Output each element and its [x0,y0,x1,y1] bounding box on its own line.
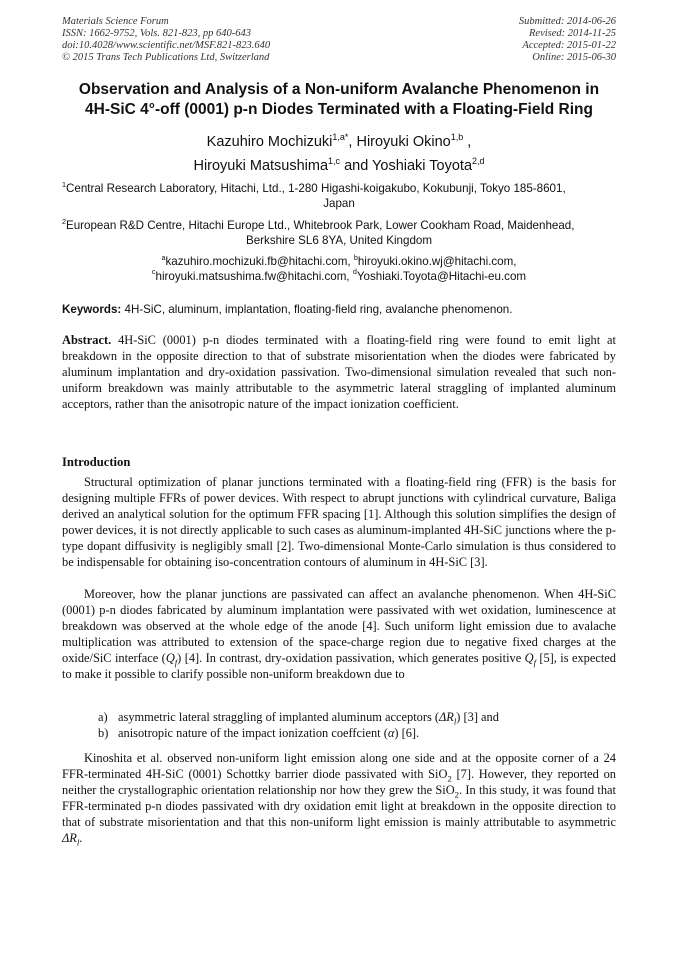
list-item [98,710,499,726]
symbol-subscript: l [453,716,457,727]
list-item [98,726,499,742]
author-emails [62,252,616,284]
author-superscript: 1,a* [332,131,349,142]
symbol-qf [165,650,178,668]
paragraph-text [62,751,616,846]
symbol: Q [165,650,175,665]
email-superscript: b [353,252,358,262]
accepted-date: Accepted: 2015-01-22 [522,40,616,51]
email-link: hiroyuki.matsushima.fw@hitachi.com, [155,269,353,283]
affiliation-2 [62,216,616,248]
author-separator: and [340,158,373,174]
symbol-subscript: f [533,657,536,668]
author-superscript: 1,c [328,155,341,166]
email-superscript: c [151,267,156,277]
email-link: kazuhiro.mochizuki.fb@hitachi.com, [165,255,354,268]
paragraph-body: Moreover, how the planar junctions are passivated can affect an avalanche phenomenon. When 4H-SiC (0001) p-n diodes fabricated by aluminum implantation were passivated with wet oxidation, luminescence at breakdown was observed at the whole edge of the anode [4]. Such uniform light emission due to avalache multiplication was attributed to extension of the space-charge region due to negative fixed charges at the oxide/SiC interface ( [62,587,616,665]
abstract-paragraph [62,333,616,413]
affiliation-line: Berkshire SL6 8YA, United Kingdom [245,233,433,247]
email-line [62,252,616,270]
symbol: ΔR [439,710,454,724]
list-text: anisotropic nature of the impact ionization coeffcient ( [118,725,388,740]
keywords [62,303,616,318]
symbol: ΔR [62,830,77,845]
author-name: Kazuhiro Mochizuki [206,134,333,150]
paragraph-text [62,475,616,570]
email-superscript: a [161,252,166,262]
paragraph-body: . [79,830,83,845]
author-line-1 [40,130,638,154]
subscript: 2 [447,773,452,784]
revised-date: Revised: 2014-11-25 [529,28,616,39]
paragraph-body: ) [4]. In contrast, dry-oxidation passivation, which generates positive [177,650,525,665]
online-date: Online: 2015-06-30 [532,52,616,63]
affiliation-1 [62,179,616,211]
list-text: ) [6]. [394,725,420,740]
issn: ISSN: 1662-9752, Vols. 821-823, pp 640-643 [62,28,251,39]
affiliation-number: 2 [62,216,66,226]
affiliation-line [62,179,616,197]
intro-paragraph-1 [62,475,616,570]
email-link: hiroyuki.okino.wj@hitachi.com, [357,255,517,268]
keywords-text: 4H-SiC, aluminum, implantation, floating-field ring, avalanche phenomenon. [121,303,513,316]
abstract-label: Abstract. [62,333,112,347]
journal-name: Materials Science Forum [62,16,169,27]
symbol-delta-rl [439,710,457,727]
title-line-2: 4H-SiC 4°-off (0001) p-n Diodes Terminated with a Floating-Field Ring [85,101,593,118]
intro-paragraph-3 [62,751,616,846]
symbol: Q [524,650,534,665]
email-superscript: d [352,267,357,277]
list-text: ) [3] and [456,710,499,724]
symbol-delta-rl [62,831,79,845]
author-superscript: 2,d [472,155,485,166]
keywords-label: Keywords: [62,303,122,316]
paragraph-body: Kinoshita et al. observed non-uniform light emission along one side and at the opposite corner of a 24 FFR-terminated 4H-SiC (0001) Schottky barrier diode passivated with SiO [62,751,616,781]
author-superscript: 1,b [450,131,464,142]
list-label: a) [98,710,108,724]
symbol-qf [524,650,536,668]
copyright: © 2015 Trans Tech Publications Ltd, Switzerland [62,52,270,63]
paper-title [40,80,638,120]
affiliation-line: Japan [323,196,355,210]
author-list [40,130,638,178]
paragraph-body: . In this study, it was found that FFR-terminated p-n diodes passivated with dry oxidation emit light at breakdown in the opposite direction to that of substrate misorientation and that this non-uniform light emission is mainly attributable to asymmetric [62,782,617,829]
author-name: Hiroyuki Okino [356,134,451,150]
subscript: 2 [454,789,459,800]
paragraph-body: Structural optimization of planar junctions terminated with a floating-field ring (FFR) is the basis for designing multiple FFRs of power devices. With respect to abrupt junctions with cylindrical curvature, Baliga derived an analytical solution for the optimum FFR spacing [1]. Although this solution simplifies the design of power devices, it is not directly applicable to such cases as aluminum-implanted 4H-SiC junctions where the p-type dopant diffusivity is negligibly small [2]. Two-dimensional Monte-Carlo simulation is thus considered to be indispensable for obtaining iso-concentration contours of aluminum in 4H-SiC [3]. [62,475,616,569]
affiliation-text: Central Research Laboratory, Hitachi, Ltd., 1-280 Higashi-koigakubo, Kokubunji, Tokyo 185-8601, [66,182,566,195]
author-separator: , [348,134,357,150]
author-line-2 [40,154,638,178]
intro-paragraph-2 [62,587,616,682]
author-separator: , [463,134,472,150]
paragraph-body: [5], is expected to make it possible to clarify possible non-uniform breakdown due to [62,650,616,681]
publication-dates [519,16,616,64]
email-line [62,267,616,285]
cause-list [98,710,499,742]
author-name: Hiroyuki Matsushima [193,158,329,174]
submitted-date: Submitted: 2014-06-26 [518,16,616,27]
affiliation-text: European R&D Centre, Hitachi Europe Ltd., Whitebrook Park, Lower Cookham Road, Maidenhead, [66,219,575,232]
section-heading: Introduction [62,455,131,469]
list-label: b) [98,725,109,740]
symbol-subscript: f [174,657,178,668]
symbol-alpha: α [387,725,395,740]
title-line-1: Observation and Analysis of a Non-uniform Avalanche Phenomenon in [78,81,600,98]
author-name: Yoshiaki Toyota [372,158,473,174]
journal-info [62,16,270,64]
affiliation-line [62,216,616,234]
doi: doi:10.4028/www.scientific.net/MSF.821-823.640 [62,40,271,51]
abstract-text: 4H-SiC (0001) p-n diodes terminated with a floating-field ring were found to emit light at breakdown in the opposite direction to that of substrate misorientation when the diodes were fabricated by aluminum implantation and dry-oxidation passivation. Two-dimensional simulation revealed that such non-uniform breakdown was mainly attributable to the asymmetric lateral straggling of implanted aluminum acceptors, rather than the anisotropic nature of the impact ionization coefficient. [62,333,616,411]
affiliation-number: 1 [62,179,66,189]
paragraph-text [62,587,616,682]
symbol-subscript: l [76,837,80,847]
paragraph-body: [7]. However, they reported on neither the crystallographic orientation relationship nor how they grew the SiO [62,766,616,797]
list-text: asymmetric lateral straggling of implanted aluminum acceptors ( [118,710,440,724]
email-link: Yoshiaki.Toyota@Hitachi-eu.com [356,269,527,283]
abstract [62,333,616,413]
